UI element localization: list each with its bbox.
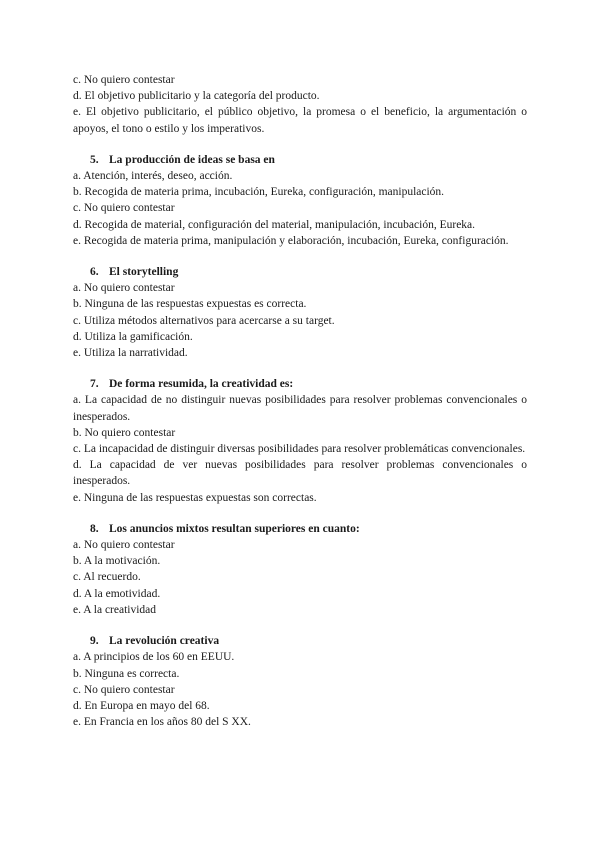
option-e: e. Recogida de materia prima, manipulación y elaboración, incubación, Eureka, configuración.: [73, 234, 509, 247]
option-d: d. A la emotividad.: [73, 587, 161, 600]
option-e: e. Utiliza la narratividad.: [73, 347, 188, 360]
question-9: [73, 618, 527, 730]
option-c: c. La incapacidad de distinguir diversas posibilidades para resolver problemáticas convencionales.: [73, 443, 526, 456]
option-d: d. Recogida de material, configuración del material, manipulación, incubación, Eureka.: [73, 218, 476, 231]
option-a: a. La capacidad de no distinguir nuevas posibilidades para resolver problemas convencionales o inesperados.: [73, 394, 527, 423]
option-e: e. El objetivo publicitario, el público objetivo, la promesa o el beneficio, la argumentación o apoyos, el tono o estilo y los imperativos.: [73, 106, 527, 135]
question-8: [73, 506, 527, 618]
option-d: d. Utiliza la gamificación.: [73, 330, 193, 343]
option-a: a. No quiero contestar: [73, 539, 175, 552]
question-title: 9. La revolución creativa: [90, 635, 220, 648]
question-6: [73, 249, 527, 361]
option-b: b. No quiero contestar: [73, 426, 176, 439]
option-e: e. Ninguna de las respuestas expuestas son correctas.: [73, 491, 317, 504]
option-b: b. Ninguna es correcta.: [73, 667, 180, 680]
option-e: e. En Francia en los años 80 del S XX.: [73, 716, 251, 729]
option-e: e. A la creatividad: [73, 603, 157, 616]
option-c: c. No quiero contestar: [73, 74, 175, 86]
option-c: c. No quiero contestar: [73, 683, 175, 696]
question-5: [73, 137, 527, 249]
option-c: c. Al recuerdo.: [73, 571, 141, 584]
option-d: d. La capacidad de ver nuevas posibilidades para resolver problemas convencionales o inesperados.: [73, 459, 527, 488]
document-page: [73, 72, 527, 730]
option-d: d. El objetivo publicitario y la categoría del producto.: [73, 90, 320, 103]
option-c: c. No quiero contestar: [73, 202, 175, 215]
option-a: a. Atención, interés, deseo, acción.: [73, 170, 233, 183]
question-title: 5. La producción de ideas se basa en: [90, 153, 275, 166]
option-c: c. Utiliza métodos alternativos para acercarse a su target.: [73, 314, 335, 327]
option-b: b. Recogida de materia prima, incubación, Eureka, configuración, manipulación.: [73, 186, 445, 199]
option-b: b. A la motivación.: [73, 555, 161, 568]
question-7: [73, 361, 527, 506]
question-title: 6. El storytelling: [90, 266, 179, 279]
option-b: b. Ninguna de las respuestas expuestas es correcta.: [73, 298, 307, 311]
question-title: 8. Los anuncios mixtos resultan superiores en cuanto:: [90, 522, 360, 535]
option-a: a. No quiero contestar: [73, 282, 175, 295]
intro-options: [73, 72, 527, 137]
option-a: a. A principios de los 60 en EEUU.: [73, 651, 235, 664]
option-d: d. En Europa en mayo del 68.: [73, 699, 210, 712]
question-title: 7. De forma resumida, la creatividad es:: [90, 378, 294, 391]
